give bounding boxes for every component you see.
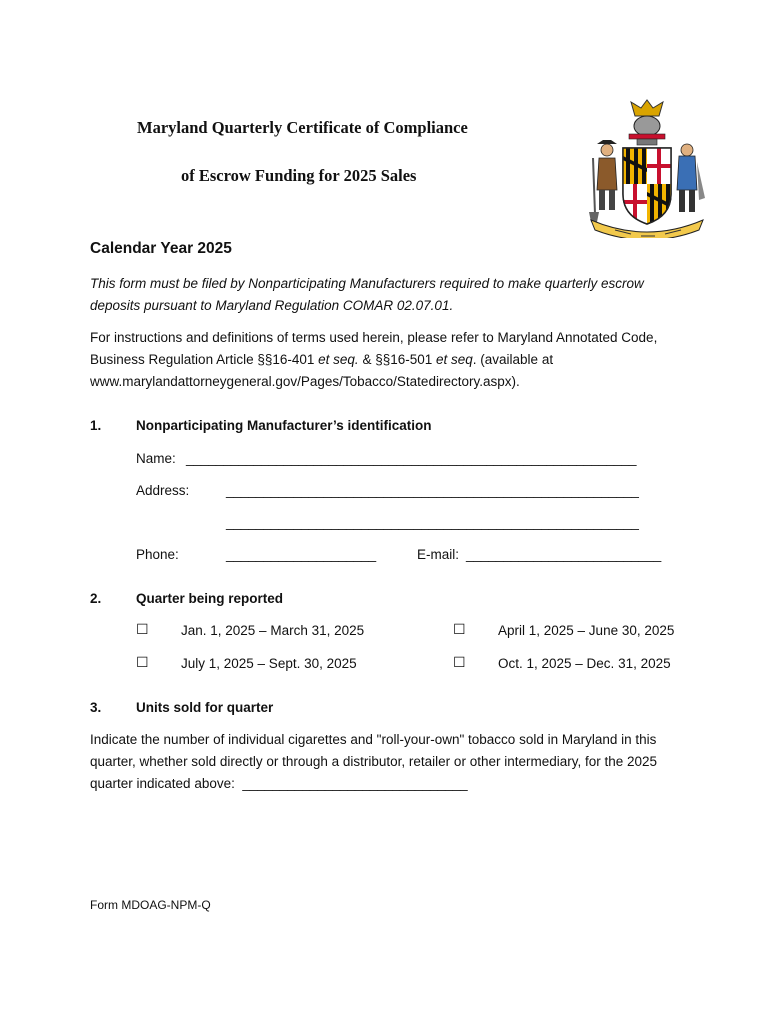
instructions-paragraph <box>90 327 680 393</box>
section-2-heading: Quarter being reported <box>136 591 284 606</box>
form-title-line2: of Escrow Funding for 2025 Sales <box>181 166 417 185</box>
section-1-heading: Nonparticipating Manufacturer’s identification <box>136 418 432 433</box>
option-q1-label: Jan. 1, 2025 – March 31, 2025 <box>181 623 365 638</box>
address-field-line1[interactable]: _______________________________________________________ <box>226 483 639 498</box>
units-sold-paragraph <box>90 729 690 795</box>
address-field-line2[interactable]: _______________________________________________________ <box>226 515 639 530</box>
units-sold-field[interactable]: ______________________________ <box>242 776 468 791</box>
filing-requirement-text: This form must be filed by Nonparticipating Manufacturers required to make quarterly escrow deposits pursuant to Maryland Regulation COMAR 02.07.01. <box>90 276 644 313</box>
instructions-text-2: & §§16-501 <box>358 352 436 367</box>
instructions-text-3: . (available at www.marylandattorneygeneral.gov/Pages/Tobacco/Statedirectory.aspx). <box>90 352 554 389</box>
form-id: Form MDOAG-NPM-Q <box>90 898 211 912</box>
address-label: Address: <box>136 483 190 498</box>
name-field[interactable]: ____________________________________________________________ <box>186 451 637 466</box>
instructions-etseq-1: et seq. <box>318 352 359 367</box>
instructions-text-1: For instructions and definitions of terms used herein, please refer to Maryland Annotated Code, Business Regulation Article §§16-401 <box>90 330 658 367</box>
phone-label: Phone: <box>136 547 179 562</box>
maryland-seal-icon <box>585 98 709 238</box>
units-sold-text: Indicate the number of individual cigarettes and "roll-your-own" tobacco sold in Maryland in this quarter, whether sold directly or through a distributor, retailer or other intermediary, for the 2025 quarter indicated above: <box>90 732 658 791</box>
phone-field[interactable]: ____________________ <box>226 547 377 562</box>
email-label: E-mail: <box>417 547 460 562</box>
option-q3-label: July 1, 2025 – Sept. 30, 2025 <box>181 656 357 671</box>
checkbox-q3[interactable]: ☐ <box>136 654 149 670</box>
calendar-year-heading: Calendar Year 2025 <box>90 240 232 257</box>
section-2-number: 2. <box>90 591 102 606</box>
section-1-number: 1. <box>90 418 102 433</box>
instructions-etseq-2: et seq <box>436 352 473 367</box>
section-3-heading: Units sold for quarter <box>136 700 274 715</box>
section-3-number: 3. <box>90 700 102 715</box>
form-title-line1: Maryland Quarterly Certificate of Compliance <box>137 118 468 137</box>
checkbox-q1[interactable]: ☐ <box>136 621 149 637</box>
option-q4-label: Oct. 1, 2025 – Dec. 31, 2025 <box>498 656 671 671</box>
name-label: Name: <box>136 451 176 466</box>
checkbox-q2[interactable]: ☐ <box>453 621 466 637</box>
email-field[interactable]: __________________________ <box>466 547 662 562</box>
option-q2-label: April 1, 2025 – June 30, 2025 <box>498 623 675 638</box>
checkbox-q4[interactable]: ☐ <box>453 654 466 670</box>
